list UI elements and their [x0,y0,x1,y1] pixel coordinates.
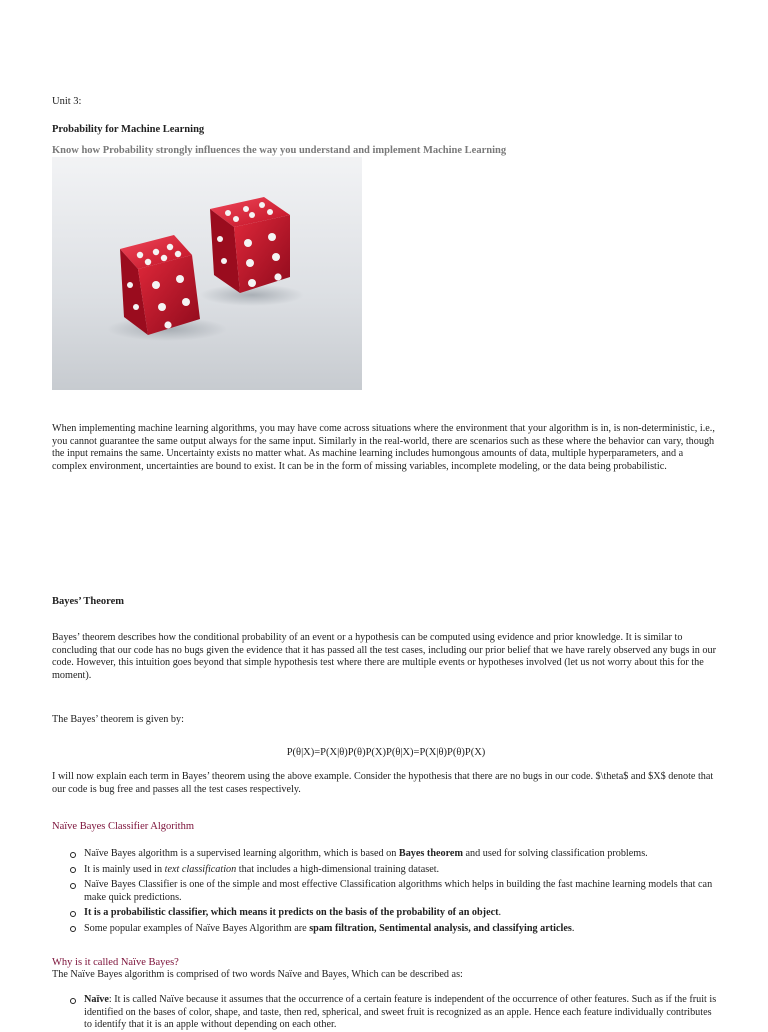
unit-label: Unit 3: [52,96,82,107]
bayes-given-text: The Bayes’ theorem is given by: [52,714,184,725]
bayes-paragraph: Bayes’ theorem describes how the conditional probability of an event or a hypothesis can be computed using evidence and prior knowledge. It is similar to concluding that our code has no bugs given the evidence that it has passed all the test cases, including our prior belief that we have rarely observed any bugs in our code. However, this intuition goes beyond that simple hypothesis test where there are multiple events or hypotheses involved (let us not worry about this for the moment). [52,632,716,681]
naive-bayes-heading: Naïve Bayes Classifier Algorithm [52,821,195,832]
intro-paragraph: When implementing machine learning algorithms, you may have come across situations where the environment that your algorithm is in, is non-deterministic, i.e., you cannot guarantee the same output always for the same input. Similarly in the real-world, there are scenarios such as these where the behavior can vary, though the input remains the same. Uncertainty exists no matter what. As machine learning includes humongous amounts of data, multiple hyperparameters, and a complex environment, uncertainties are bound to exist. It can be in the form of missing variables, incomplete modeling, or the data being probabilistic. [52,423,715,472]
why-naive-bayes-heading: Why is it called Naïve Bayes? [52,957,179,968]
list-item: It is a probabilistic classifier, which means it predicts on the basis of the probability of an object. [84,907,720,920]
bayes-heading: Bayes’ Theorem [52,596,125,607]
list-item: Naïve Bayes Classifier is one of the simple and most effective Classification algorithms which helps in building the fast machine learning models that can make quick predictions. [84,879,720,904]
document-subtitle: Know how Probability strongly influences the way you understand and implement Machine Learning [52,145,507,156]
list-item: Naïve Bayes algorithm is a supervised learning algorithm, which is based on Bayes theorem and used for solving classification problems. [84,848,720,861]
list-item: Naïve: It is called Naïve because it assumes that the occurrence of a certain feature is independent of the occurrence of other features. Such as if the fruit is identified on the bases of color, shape, and taste, then red, spherical, and sweet fruit is recognized as an apple. Hence each feature individually contributes to identify that it is an apple without depending on each other. [84,994,720,1032]
naive-bayes-list [52,848,720,939]
bayes-explanation: I will now explain each term in Bayes’ theorem using the above example. Consider the hypothesis that there are no bugs in our code. $\theta$ and $X$ denote that our code is bug free and passes all the test cases respectively. [52,771,714,795]
why-list [52,994,720,1032]
list-item: It is mainly used in text classification that includes a high-dimensional training dataset. [84,864,720,877]
red-dice-photo [52,157,362,390]
bayes-formula: P(θ|X)=P(X|θ)P(θ)P(X)P(θ|X)=P(X|θ)P(θ)P(X) [286,747,486,758]
list-item: Some popular examples of Naïve Bayes Algorithm are spam filtration, Sentimental analysis, and classifying articles. [84,923,720,936]
document-title: Probability for Machine Learning [52,124,205,135]
why-paragraph: The Naïve Bayes algorithm is comprised of two words Naïve and Bayes, Which can be described as: [52,969,463,980]
